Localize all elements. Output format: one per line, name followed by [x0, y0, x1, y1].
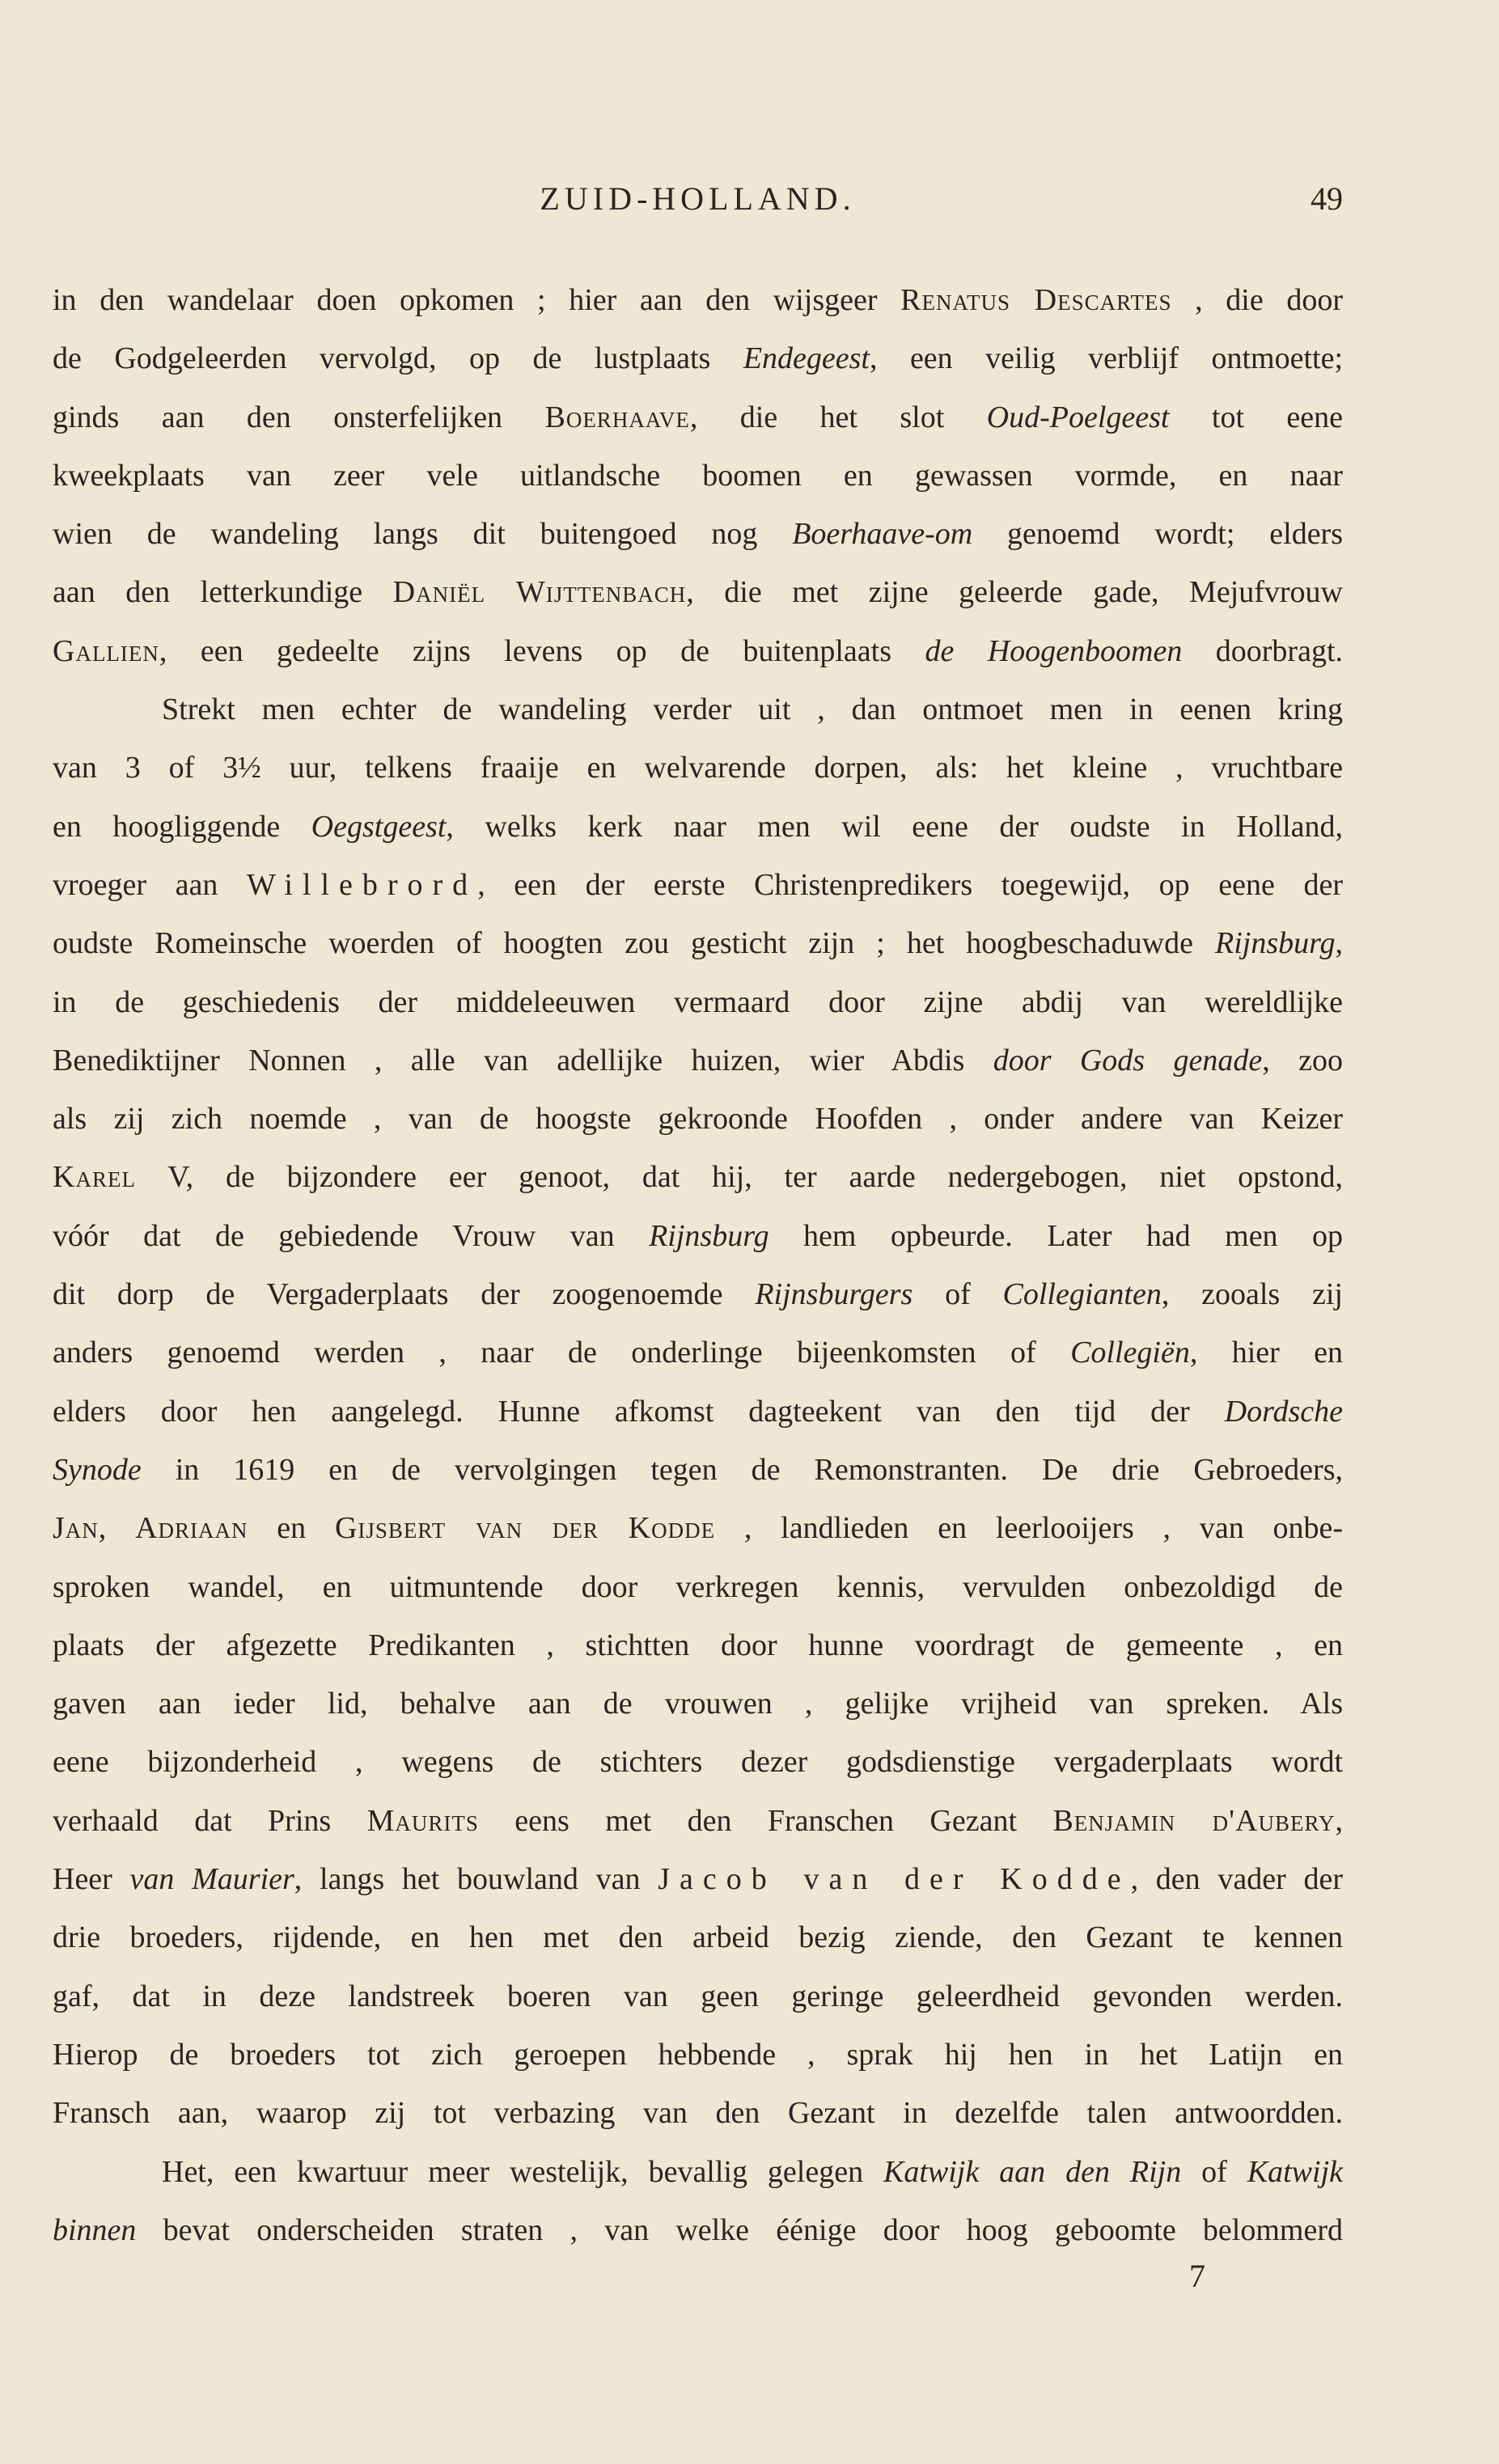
text-line: oudste Romeinsche woerden of hoogten zou gesticht zijn ; het hoogbeschaduwde Rijnsburg, — [53, 926, 1343, 961]
text-line: Fransch aan, waarop zij tot verbazing van den Gezant in dezelfde talen antwoordden. — [53, 2096, 1343, 2131]
text-line: Synode in 1619 en de vervolgingen tegen de Remonstranten. De drie Gebroeders, — [53, 1452, 1343, 1487]
text-line: gaven aan ieder lid, behalve aan de vrouwen , gelijke vrijheid van spreken. Als — [53, 1687, 1343, 1721]
body-text — [53, 271, 1343, 2259]
text-line: aan den letterkundige Daniël Wijttenbach, die met zijne geleerde gade, Mejufvrouw — [53, 575, 1343, 610]
text-line: sproken wandel, en uitmuntende door verkregen kennis, vervulden onbezoldigd de — [53, 1569, 1343, 1604]
text-line: wien de wandeling langs dit buitengoed nog Boerhaave-om genoemd wordt; elders — [53, 517, 1344, 552]
text-line: van 3 of 3½ uur, telkens fraaije en welvarende dorpen, als: het kleine , vruchtbare — [53, 751, 1343, 785]
text-line: binnen bevat onderscheiden straten , van welke éénige door hoog geboomte belommerd — [53, 2212, 1343, 2247]
text-line: Het, een kwartuur meer westelijk, bevallig gelegen Katwijk aan den Rijn of Katwijk — [162, 2154, 1343, 2189]
text-line: Gallien, een gedeelte zijns levens op de buitenplaats de Hoogenboomen doorbragt. — [53, 633, 1343, 668]
text-line: in de geschiedenis der middeleeuwen vermaard door zijne abdij van wereldlijke — [53, 984, 1343, 1019]
text-line: dit dorp de Vergaderplaats der zoogenoemde Rijnsburgers of Collegianten, zooals zij — [53, 1277, 1343, 1312]
text-line: kweekplaats van zeer vele uitlandsche boomen en gewassen vormde, en naar — [53, 458, 1343, 493]
text-line: Karel V, de bijzondere eer genoot, dat hij, ter aarde nedergebogen, niet opstond, — [53, 1160, 1343, 1195]
text-line: elders door hen aangelegd. Hunne afkomst dagteekent van den tijd der Dordsche — [53, 1394, 1343, 1429]
text-line: gaf, dat in deze landstreek boeren van geen geringe geleerdheid gevonden werden. — [53, 1979, 1343, 2013]
text-line: verhaald dat Prins Maurits eens met den Franschen Gezant Benjamin d'Aubery, — [53, 1803, 1343, 1838]
text-line: Jan, Adriaan en Gijsbert van der Kodde , landlieden en leerlooijers , van onbe- — [53, 1511, 1343, 1546]
page-number: 49 — [1311, 180, 1343, 217]
text-line: Benediktijner Nonnen , alle van adellijke huizen, wier Abdis door Gods genade, zoo — [53, 1043, 1343, 1077]
text-line: als zij zich noemde , van de hoogste gekroonde Hoofden , onder andere van Keizer — [53, 1102, 1343, 1137]
text-line: Heer van Maurier, langs het bouwland van Jacob van der Kodde, den vader der — [53, 1862, 1343, 1897]
running-head — [53, 180, 1343, 225]
text-line: vóór dat de gebiedende Vrouw van Rijnsburg hem opbeurde. Later had men op — [53, 1218, 1343, 1253]
text-line: vroeger aan Willebrord, een der eerste Christenpredikers toegewijd, op eene der — [53, 867, 1343, 902]
page-header-title: ZUID-HOLLAND. — [540, 180, 856, 217]
text-line: Hierop de broeders tot zich geroepen hebbende , sprak hij hen in het Latijn en — [53, 2037, 1343, 2072]
text-line: in den wandelaar doen opkomen ; hier aan den wijsgeer Renatus Descartes , die door — [53, 283, 1344, 317]
text-line: de Godgeleerden vervolgd, op de lustplaats Endegeest, een veilig verblijf ontmoette; — [53, 341, 1344, 376]
text-line: drie broeders, rijdende, en hen met den arbeid bezig ziende, den Gezant te kennen — [53, 1920, 1343, 1955]
signature-mark: 7 — [1189, 2258, 1205, 2294]
text-line: Strekt men echter de wandeling verder uit , dan ontmoet men in eenen kring — [162, 692, 1343, 727]
text-line: en hoogliggende Oegstgeest, welks kerk naar men wil eene der oudste in Holland, — [53, 809, 1344, 844]
text-line: ginds aan den onsterfelijken Boerhaave, die het slot Oud-Poelgeest tot eene — [53, 400, 1343, 434]
text-line: eene bijzonderheid , wegens de stichters dezer godsdienstige vergaderplaats wordt — [53, 1745, 1343, 1780]
text-line: plaats der afgezette Predikanten , stichtten door hunne voordragt de gemeente , en — [53, 1628, 1343, 1662]
text-line: anders genoemd werden , naar de onderlinge bijeenkomsten of Collegiën, hier en — [53, 1336, 1343, 1370]
